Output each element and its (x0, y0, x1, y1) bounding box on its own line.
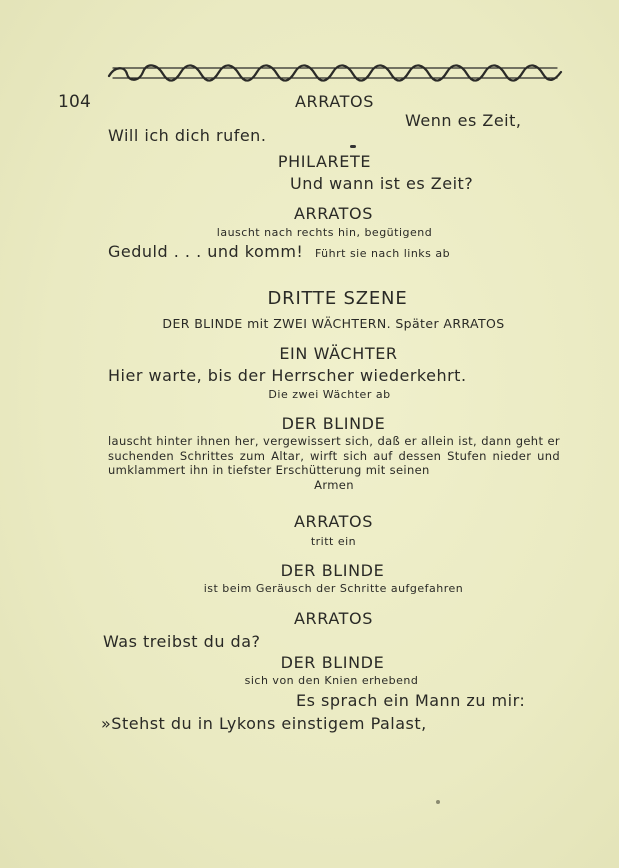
stage-direction: tritt ein (310, 535, 357, 548)
verse-line: Hier warte, bis der Herrscher wiederkehrt. (108, 366, 467, 385)
speaker-name: ARRATOS (294, 204, 373, 223)
verse-line: Wenn es Zeit, (405, 111, 522, 130)
speaker-name: EIN WÄCHTER (279, 344, 398, 363)
verse-line: Und wann ist es Zeit? (290, 174, 474, 193)
verse-line: Will ich dich rufen. (108, 126, 267, 145)
stage-direction-block (108, 434, 560, 492)
speaker-name: DER BLINDE (280, 561, 385, 580)
speaker-name: ARRATOS (294, 609, 373, 628)
stage-direction: ist beim Geräusch der Schritte aufgefahren (203, 582, 464, 595)
running-head: ARRATOS (295, 92, 374, 111)
ink-mark (350, 145, 356, 148)
speaker-name: ARRATOS (294, 512, 373, 531)
page-number: 104 (58, 92, 92, 112)
stage-direction: Führt sie nach links ab (314, 247, 451, 260)
stage-direction: lauscht nach rechts hin, begütigend (216, 226, 433, 239)
stage-direction-end: Armen (314, 477, 354, 492)
stage-direction: Die zwei Wächter ab (268, 388, 391, 401)
stage-direction: sich von den Knien erhebend (244, 674, 419, 687)
speaker-name: DER BLINDE (281, 414, 386, 433)
speaker-name: PHILARETE (277, 152, 372, 171)
verse-line: »Stehst du in Lykons einstigem Palast, (101, 714, 427, 733)
ornamental-border-icon (105, 62, 565, 84)
stage-direction: lauscht hinter ihnen her, vergewissert sich, daß er allein ist, dann geht er suchenden Schrittes zum Altar, wirft sich auf dessen Stufen nieder und umklammert ihn in tiefster Erschütterung mit seinen (108, 434, 560, 477)
paper-speck (436, 800, 440, 804)
verse-text: Geduld . . . und komm! (108, 242, 304, 261)
verse-line (108, 242, 450, 261)
scene-persons: DER BLINDE mit ZWEI WÄCHTERN. Später ARRATOS (162, 316, 505, 331)
verse-line: Es sprach ein Mann zu mir: (296, 691, 526, 710)
scene-title: DRITTE SZENE (267, 288, 408, 309)
verse-line: Was treibst du da? (103, 632, 261, 651)
speaker-name: DER BLINDE (280, 653, 385, 672)
